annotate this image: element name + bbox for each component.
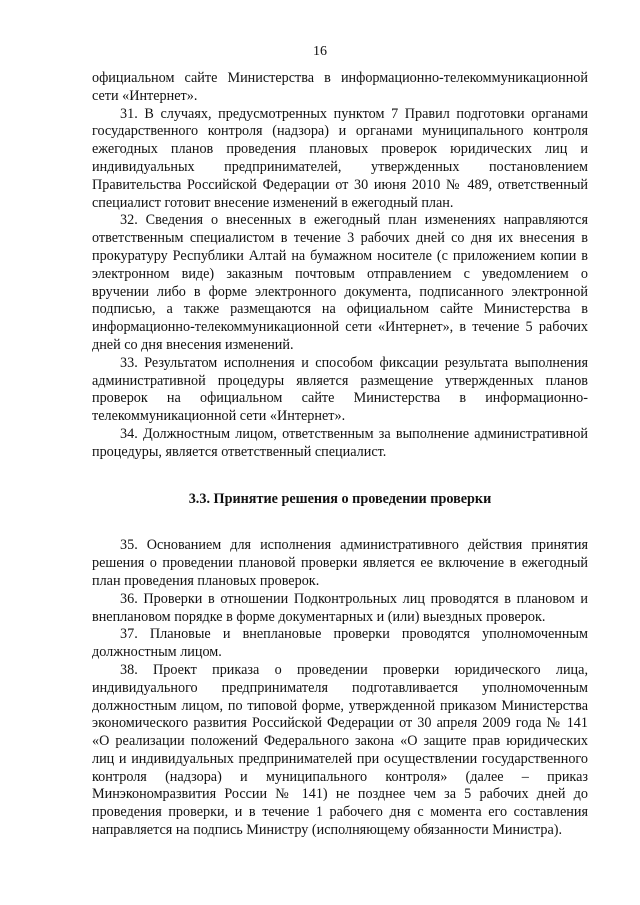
paragraph-33: 33. Результатом исполнения и способом фиксации результата выполнения административной процедуры является размещение утвержденных планов проверок на официальном сайте Министерства в информационно-телекоммуникационной сети «Интернет».	[92, 354, 588, 425]
document-body	[92, 70, 588, 840]
paragraph-continuation: официальном сайте Министерства в информационно-телекоммуникационной сети «Интернет».	[92, 70, 588, 104]
paragraph-37: 37. Плановые и внеплановые проверки проводятся уполномоченным должностным лицом.	[92, 626, 588, 661]
section-heading: 3.3. Принятие решения о проведении проверки	[188, 490, 492, 507]
paragraph-32: 32. Сведения о внесенных в ежегодный план изменениях направляются ответственным специалистом в течение 3 рабочих дней со дня их внесения в прокуратуру Республики Алтай на бумажном носителе (с приложением копии в электронном виде) заказным почтовым отправлением с уведомлением о вручении либо в форме электронного документа, подписанного электронной подписью, а также размещаются на официальном сайте Министерства в информационно-телекоммуникационной сети «Интернет», в течение 5 рабочих дней со дня внесения изменений.	[92, 212, 588, 353]
paragraph-31: 31. В случаях, предусмотренных пунктом 7 Правил подготовки органами государственного контроля (надзора) и органами муниципального контроля ежегодных планов проведения плановых проверок юридических лиц и индивидуальных предпринимателей, утвержденных постановлением Правительства Российской Федерации от 30 июня 2010 № 489, ответственный специалист готовит внесение изменений в ежегодный план.	[92, 105, 588, 211]
paragraph-35: 35. Основанием для исполнения административного действия принятия решения о проведении плановой проверки является ее включение в ежегодный план проведения плановых проверок.	[92, 537, 588, 589]
paragraph-36: 36. Проверки в отношении Подконтрольных лиц проводятся в плановом и внеплановом порядке в форме документарных и (или) выездных проверок.	[92, 590, 588, 625]
paragraph-34: 34. Должностным лицом, ответственным за выполнение административной процедуры, является ответственный специалист.	[92, 425, 588, 460]
paragraph-38: 38. Проект приказа о проведении проверки юридического лица, индивидуального предпринимателя подготавливается уполномоченным должностным лицом, по типовой форме, утвержденной приказом Министерства экономического развития Российской Федерации от 30 апреля 2009 года № 141 «О реализации положений Федерального закона «О защите прав юридических лиц и индивидуальных предпринимателей при осуществлении государственного контроля (надзора) и муниципального контроля» (далее – приказ Минэкономразвития России № 141) не позднее чем за 5 рабочих дней до проведения проверки, и в течение 1 рабочего дня с момента его составления направляется на подпись Министру (исполняющему обязанности Министра).	[92, 661, 588, 839]
page-number: 16	[313, 44, 327, 59]
